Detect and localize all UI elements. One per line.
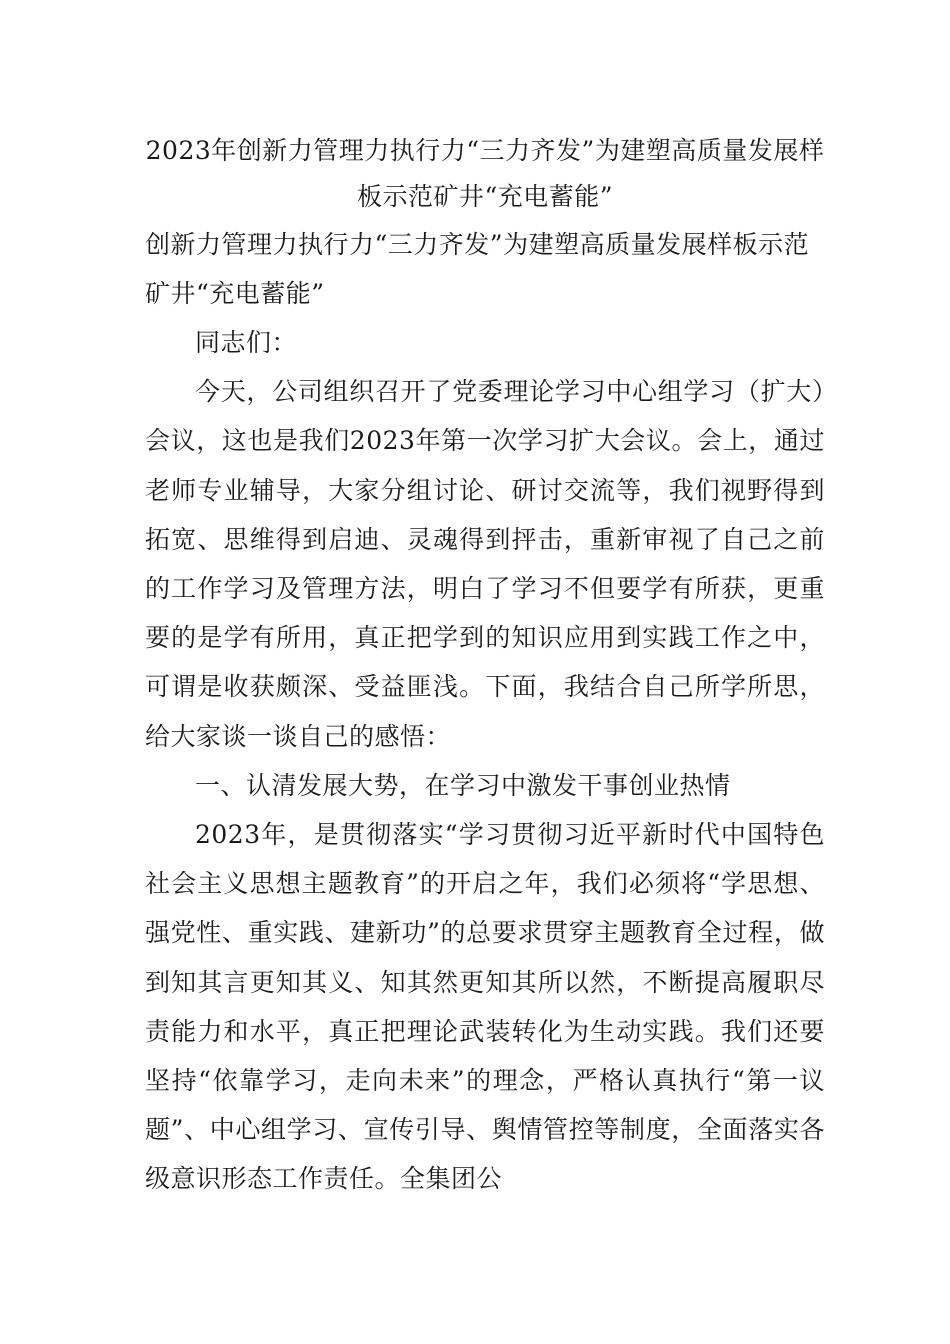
body-paragraph-2: 2023年，是贯彻落实“学习贯彻习近平新时代中国特色社会主义思想主题教育”的开启之年，我们必须将“学思想、强党性、重实践、建新功”的总要求贯穿主题教育全过程，做到知其言更知其义、知其然更知其所以然，不断提高履职尽责能力和水平，真正把理论武装转化为生动实践。我们还要坚持“依靠学习，走向未来”的理念，严格认真执行“第一议题”、中心组学习、宣传引导、舆情管控等制度，全面落实各级意识形态工作责任。全集团公 — [145, 820, 825, 1194]
section-heading-1: 一、认清发展大势，在学习中激发干事创业热情 — [195, 770, 731, 800]
salutation: 同志们： — [195, 328, 298, 357]
document-title: 2023年创新力管理力执行力“三力齐发”为建塑高质量发展样板示范矿井“充电蓄能” — [145, 136, 825, 211]
document-page — [145, 128, 825, 1204]
body-paragraph-1: 今天，公司组织召开了党委理论学习中心组学习（扩大）会议，这也是我们2023年第一次学习扩大会议。会上，通过老师专业辅导，大家分组讨论、研讨交流等，我们视野得到拓宽、思维得到启迪、灵魂得到抨击，重新审视了自己之前的工作学习及管理方法，明白了学习不但要学有所获，更重要的是学有所用，真正把学到的知识应用到实践工作之中，可谓是收获颇深、受益匪浅。下面，我结合自己所学所思，给大家谈一谈自己的感悟： — [145, 377, 825, 751]
document-subtitle: 创新力管理力执行力“三力齐发”为建塑高质量发展样板示范矿井“充电蓄能” — [145, 230, 810, 308]
